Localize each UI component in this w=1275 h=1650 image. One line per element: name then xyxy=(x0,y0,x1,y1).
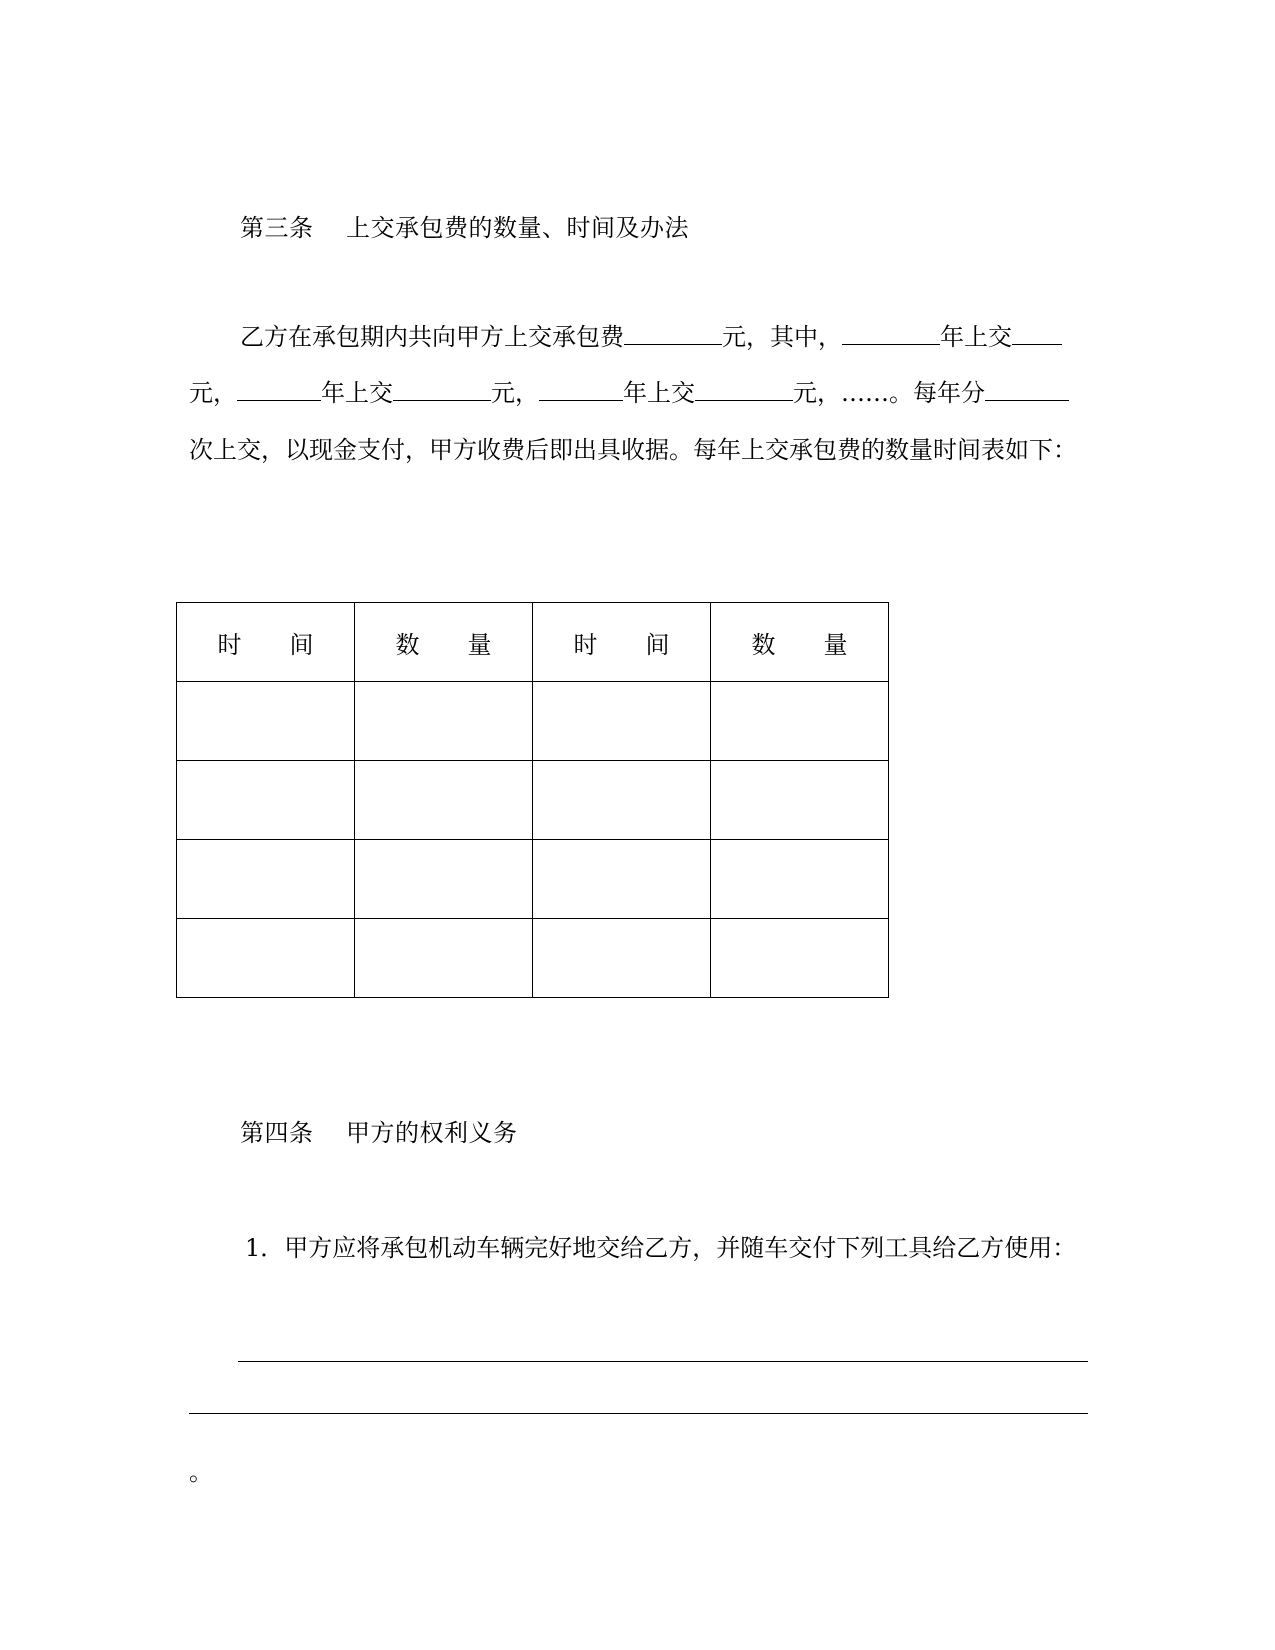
fill-blank-amount-1[interactable] xyxy=(1012,322,1062,345)
list-item xyxy=(245,1228,1076,1263)
article-4-title: 甲方的权利义务 xyxy=(346,1119,518,1147)
table-cell[interactable] xyxy=(177,761,355,840)
table-cell[interactable] xyxy=(177,840,355,919)
table-cell[interactable] xyxy=(355,919,533,998)
header-cell-amount-1: 数 量 xyxy=(355,603,533,682)
text-run: 年上交 xyxy=(623,379,695,407)
table-row xyxy=(177,919,889,998)
table-cell[interactable] xyxy=(177,682,355,761)
paragraph-line-3: 次上交，以现金支付，甲方收费后即出具收据。每年上交承包费的数量时间表如下： xyxy=(189,436,1077,464)
table-row xyxy=(177,761,889,840)
text-run: 年上交 xyxy=(321,379,393,407)
table-cell[interactable] xyxy=(177,919,355,998)
table-cell[interactable] xyxy=(711,682,889,761)
fill-blank-total-fee[interactable] xyxy=(624,322,722,345)
text-run: 元， xyxy=(189,379,237,407)
text-run: 元，……。每年分 xyxy=(793,379,985,407)
table-cell[interactable] xyxy=(533,919,711,998)
table-cell[interactable] xyxy=(355,682,533,761)
table-header-row xyxy=(177,603,889,682)
fill-blank-year-1[interactable] xyxy=(842,322,940,345)
table-cell[interactable] xyxy=(533,840,711,919)
header-cell-time-2: 时 间 xyxy=(533,603,711,682)
fill-blank-amount-2[interactable] xyxy=(393,378,491,401)
table-cell[interactable] xyxy=(711,761,889,840)
table-cell[interactable] xyxy=(355,761,533,840)
article-3-number: 第三条 xyxy=(240,214,314,242)
fill-blank-amount-3[interactable] xyxy=(695,378,793,401)
text-run: 年上交 xyxy=(940,323,1012,351)
article-4-heading xyxy=(240,1113,518,1148)
fill-blank-year-3[interactable] xyxy=(539,378,623,401)
table-cell[interactable] xyxy=(711,840,889,919)
table-row xyxy=(177,840,889,919)
table-row xyxy=(177,682,889,761)
fill-line-tools-2[interactable] xyxy=(189,1413,1088,1414)
payment-schedule-table xyxy=(176,602,889,998)
paragraph-line-2 xyxy=(189,377,1069,409)
table-cell[interactable] xyxy=(533,682,711,761)
article-3-title: 上交承包费的数量、时间及办法 xyxy=(346,214,690,242)
article-4-number: 第四条 xyxy=(240,1119,314,1147)
fill-blank-installments[interactable] xyxy=(985,378,1069,401)
table-cell[interactable] xyxy=(355,840,533,919)
fill-line-tools-1[interactable] xyxy=(238,1361,1088,1362)
table-cell[interactable] xyxy=(711,919,889,998)
list-item-text: 甲方应将承包机动车辆完好地交给乙方，并随车交付下列工具给乙方使用： xyxy=(284,1234,1077,1262)
header-cell-amount-2: 数 量 xyxy=(711,603,889,682)
article-3-heading xyxy=(240,208,689,243)
fill-blank-year-2[interactable] xyxy=(237,378,321,401)
header-cell-time-1: 时 间 xyxy=(177,603,355,682)
text-run: 元， xyxy=(491,379,539,407)
list-item-marker: 1． xyxy=(245,1234,285,1262)
paragraph-line-1 xyxy=(240,321,1062,353)
text-run: 元，其中， xyxy=(722,323,842,351)
text-run: 乙方在承包期内共向甲方上交承包费 xyxy=(240,323,624,351)
end-punctuation: 。 xyxy=(189,1458,213,1486)
table-cell[interactable] xyxy=(533,761,711,840)
